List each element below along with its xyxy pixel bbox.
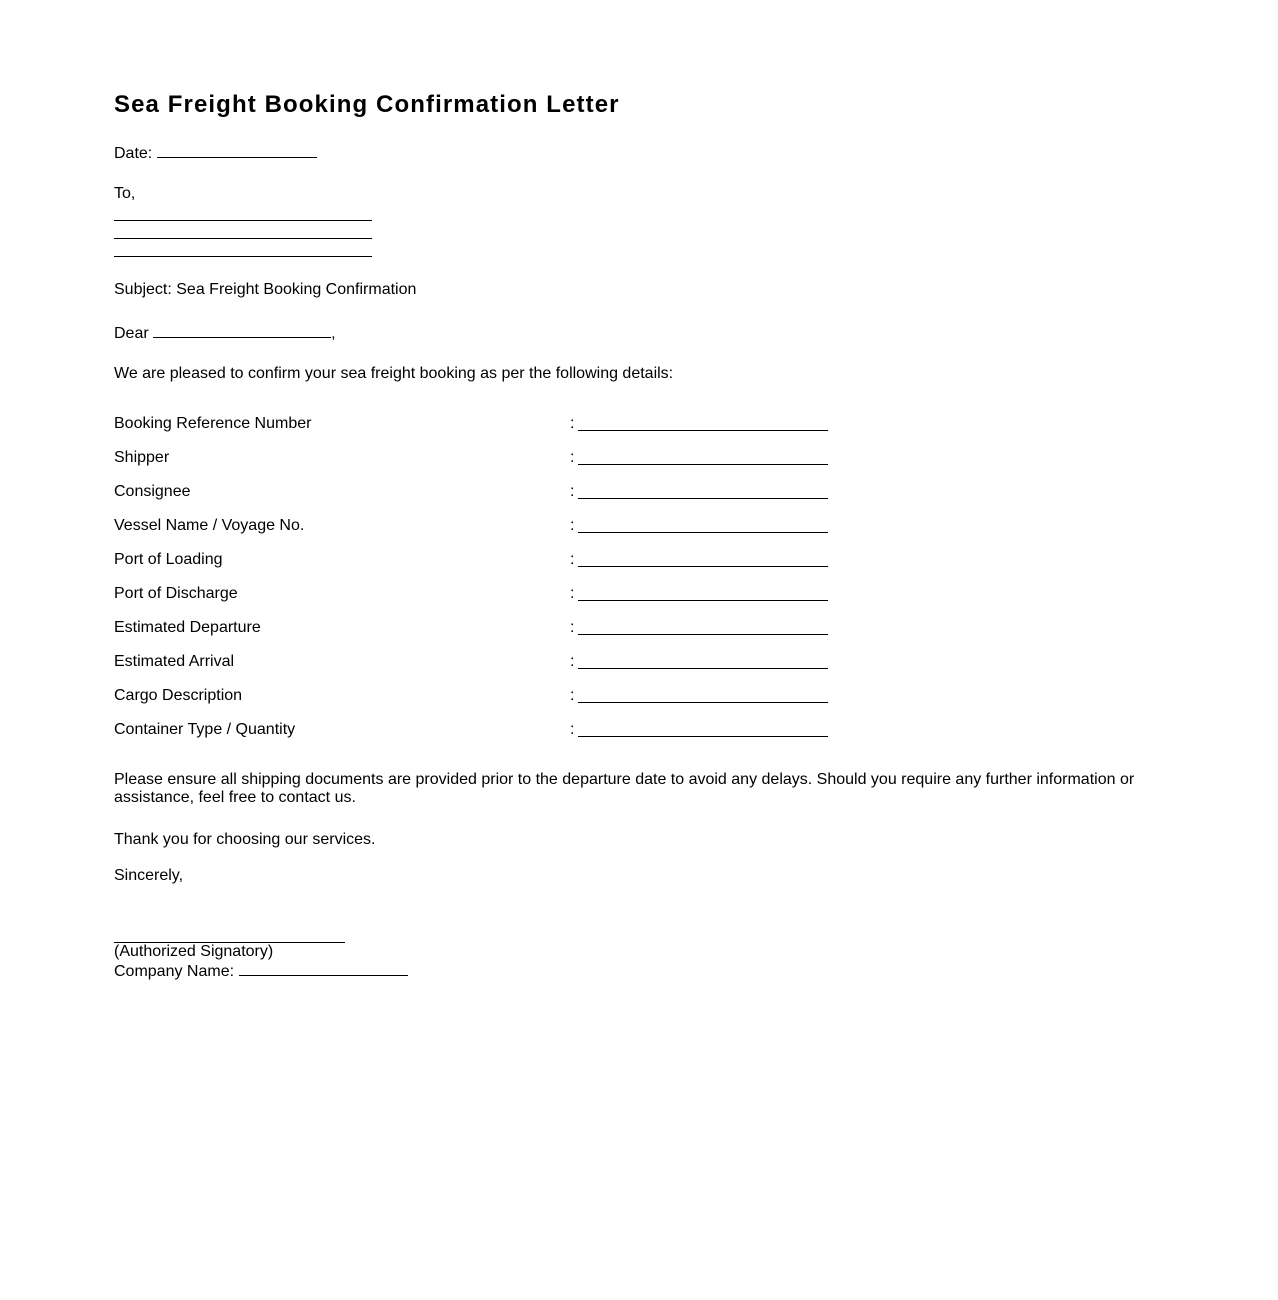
- separator: :: [570, 653, 575, 670]
- field-label: Booking Reference Number: [114, 415, 312, 432]
- signatory-label: (Authorized Signatory): [114, 943, 274, 960]
- separator: :: [570, 483, 575, 500]
- separator: :: [570, 687, 575, 704]
- thanks-text: Thank you for choosing our services.: [114, 831, 376, 848]
- field-label: Port of Loading: [114, 551, 223, 568]
- separator: :: [570, 585, 575, 602]
- signoff: Sincerely,: [114, 867, 184, 884]
- detail-row: [114, 687, 834, 705]
- field-label: Consignee: [114, 483, 191, 500]
- field-blank[interactable]: [578, 498, 828, 499]
- recipient-name-blank[interactable]: [153, 323, 331, 338]
- dear-label: Dear: [114, 325, 149, 342]
- company-name-line: [114, 961, 408, 981]
- detail-row: [114, 551, 834, 569]
- separator: :: [570, 517, 575, 534]
- field-label: Vessel Name / Voyage No.: [114, 517, 305, 534]
- detail-row: [114, 483, 834, 501]
- date-label: Date:: [114, 145, 153, 162]
- detail-row: [114, 449, 834, 467]
- separator: :: [570, 721, 575, 738]
- address-line-2[interactable]: [114, 238, 372, 239]
- address-line-1[interactable]: [114, 220, 372, 221]
- field-blank[interactable]: [578, 464, 828, 465]
- company-label: Company Name:: [114, 963, 235, 980]
- detail-row: [114, 721, 834, 739]
- separator: :: [570, 619, 575, 636]
- letter-title: Sea Freight Booking Confirmation Letter: [114, 91, 620, 118]
- date-line: [114, 143, 317, 163]
- field-blank[interactable]: [578, 668, 828, 669]
- separator: :: [570, 449, 575, 466]
- field-label: Cargo Description: [114, 687, 243, 704]
- field-blank[interactable]: [578, 634, 828, 635]
- to-label: To,: [114, 185, 136, 202]
- address-line-3[interactable]: [114, 256, 372, 257]
- detail-row: [114, 415, 834, 433]
- detail-row: [114, 585, 834, 603]
- field-blank[interactable]: [578, 430, 828, 431]
- salutation: [114, 323, 336, 343]
- field-label: Port of Discharge: [114, 585, 238, 602]
- field-label: Shipper: [114, 449, 170, 466]
- field-blank[interactable]: [578, 600, 828, 601]
- field-blank[interactable]: [578, 736, 828, 737]
- subject-line: Subject: Sea Freight Booking Confirmation: [114, 281, 417, 298]
- field-blank[interactable]: [578, 702, 828, 703]
- field-label: Estimated Departure: [114, 619, 261, 636]
- field-label: Container Type / Quantity: [114, 721, 296, 738]
- separator: :: [570, 551, 575, 568]
- field-label: Estimated Arrival: [114, 653, 235, 670]
- comma: ,: [331, 325, 336, 342]
- field-blank[interactable]: [578, 532, 828, 533]
- closing-paragraph: Please ensure all shipping documents are provided prior to the departure date to avoid any delays. Should you require any further information or assistance, feel free to contact us.: [114, 771, 1135, 806]
- company-name-blank[interactable]: [239, 961, 408, 976]
- detail-row: [114, 653, 834, 671]
- detail-row: [114, 517, 834, 535]
- detail-row: [114, 619, 834, 637]
- separator: :: [570, 415, 575, 432]
- date-blank[interactable]: [157, 143, 317, 158]
- field-blank[interactable]: [578, 566, 828, 567]
- intro-text: We are pleased to confirm your sea freight booking as per the following details:: [114, 365, 674, 382]
